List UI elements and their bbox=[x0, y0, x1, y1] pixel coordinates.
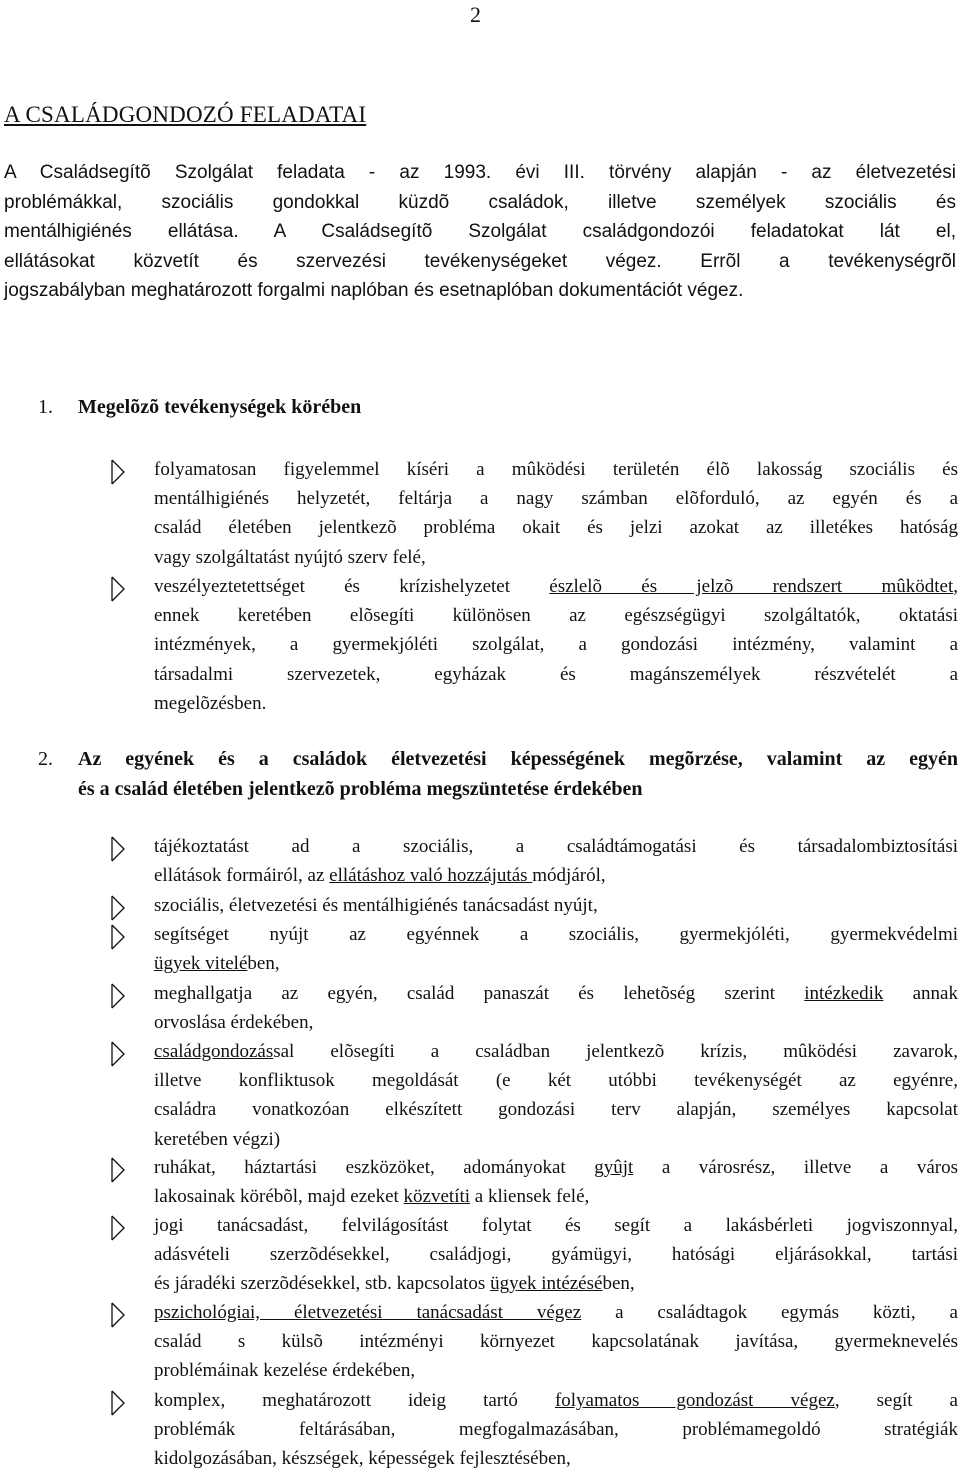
item-line: megelõzésben. bbox=[154, 692, 267, 714]
intro-line: A Családsegítõ Szolgálat feladata - az 1993. évi III. törvény alapján - az életvezetési bbox=[4, 162, 956, 183]
diamond-bullet-icon bbox=[108, 457, 128, 487]
diamond-bullet-icon bbox=[108, 1300, 128, 1330]
intro-line: jogszabályban meghatározott forgalmi naplóban és esetnaplóban dokumentációt végez. bbox=[4, 280, 744, 301]
section-title-line: Az egyének és a családok életvezetési képességének megõrzése, valamint az egyén bbox=[78, 748, 958, 770]
item-line: mentálhigiénés helyzetét, feltárja a nagy számban elõforduló, az egyén és a bbox=[154, 488, 958, 510]
underlined-phrase: közvetíti bbox=[403, 1186, 471, 1208]
item-line: és járadéki szerzõdésekkel, stb. kapcsolatos ügyek intézésében, bbox=[154, 1273, 635, 1295]
underlined-phrase: családgondozás bbox=[154, 1041, 274, 1062]
page-title: A CSALÁDGONDOZÓ FELADATAI bbox=[4, 102, 367, 127]
intro-line: mentálhigiénés ellátása. A Családsegítõ Szolgálat családgondozói feladatokat lát el, bbox=[4, 221, 956, 242]
diamond-bullet-icon bbox=[108, 1155, 128, 1185]
item-line: családra vonatkozóan elkészített gondozási terv alapján, személyes kapcsolat bbox=[154, 1099, 958, 1121]
item-line: vagy szolgáltatást nyújtó szerv felé, bbox=[154, 546, 426, 568]
underlined-phrase: gyûjt bbox=[594, 1157, 634, 1178]
underlined-phrase: ellátáshoz való hozzájutás bbox=[329, 865, 533, 887]
item-line: ügyek vitelében, bbox=[154, 953, 280, 975]
item-line: ruhákat, háztartási eszközöket, adományokat gyûjt a városrész, illetve a város bbox=[154, 1157, 959, 1178]
item-line: család s külsõ intézményi környezet kapcsolatának javítása, gyermeknevelés bbox=[154, 1331, 958, 1353]
item-line: veszélyeztetettséget és krízishelyzetet észlelõ és jelzõ rendszert mûködtet, bbox=[154, 576, 959, 597]
underlined-phrase: folyamatos gondozást végez bbox=[554, 1390, 835, 1411]
item-line: család életében jelentkezõ probléma okait és jelzi azokat az illetékes hatóság bbox=[154, 517, 958, 539]
diamond-bullet-icon bbox=[108, 1039, 128, 1069]
item-line: társadalmi szervezetek, egyházak és magánszemélyek részvételét a bbox=[154, 663, 958, 685]
diamond-bullet-icon bbox=[108, 922, 128, 952]
diamond-bullet-icon bbox=[108, 981, 128, 1011]
item-line: jogi tanácsadást, felvilágosítást folytat és segít a lakásbérleti jogviszonnyal, bbox=[154, 1215, 958, 1236]
item-line: keretében végzi) bbox=[154, 1128, 281, 1150]
page-number: 2 bbox=[470, 2, 481, 27]
intro-line: ellátásokat közvetít és szervezési tevékenységeket végez. Errõl a tevékenységrõl bbox=[4, 250, 956, 272]
item-line: ellátások formáiról, az ellátáshoz való hozzájutás módjáról, bbox=[154, 865, 606, 887]
item-line: pszichológiai, életvezetési tanácsadást végez a családtagok egymás közti, a bbox=[154, 1302, 958, 1323]
item-line: lakosainak körébõl, majd ezeket közvetíti a kliensek felé, bbox=[154, 1186, 590, 1208]
item-line: folyamatosan figyelemmel kíséri a mûködési területén élõ lakosság szociális és bbox=[154, 459, 958, 480]
underlined-phrase: pszichológiai, életvezetési tanácsadást végez bbox=[154, 1302, 582, 1323]
intro-line: problémákkal, szociális gondokkal küzdõ családok, illetve személyek szociális és bbox=[4, 191, 956, 213]
item-line: tájékoztatást ad a szociális, a családtámogatási és társadalombiztosítási bbox=[154, 836, 958, 857]
item-line: kidolgozásában, készségek, képességek fejlesztésében, bbox=[154, 1448, 571, 1470]
item-line: problémák feltárásában, megfogalmazásában, problémamegoldó stratégiák bbox=[154, 1419, 958, 1441]
item-line: orvoslása érdekében, bbox=[154, 1012, 314, 1034]
diamond-bullet-icon bbox=[108, 1213, 128, 1243]
section-1-heading bbox=[38, 396, 361, 419]
item-line: problémáinak kezelése érdekében, bbox=[154, 1360, 416, 1382]
underlined-phrase: ügyek intézésé bbox=[490, 1273, 603, 1295]
section-title: Megelõzõ tevékenységek körében bbox=[78, 396, 362, 418]
item-line: adásvételi szerzõdésekkel, családjogi, gyámügyi, hatósági eljárásokkal, tartási bbox=[154, 1244, 958, 1266]
intro-paragraph bbox=[4, 158, 956, 306]
section-number: 1. bbox=[38, 396, 53, 418]
diamond-bullet-icon bbox=[108, 893, 128, 923]
diamond-bullet-icon bbox=[108, 834, 128, 864]
item-line: ennek keretében elõsegíti különösen az egészségügyi szolgáltatók, oktatási bbox=[154, 605, 958, 627]
underlined-phrase: intézkedik bbox=[804, 983, 884, 1004]
item-line: komplex, meghatározott ideig tartó folyamatos gondozást végez, segít a bbox=[154, 1390, 958, 1411]
item-line: segítséget nyújt az egyénnek a szociális, gyermekjóléti, gyermekvédelmi bbox=[154, 924, 958, 945]
underlined-phrase: ügyek vitelé bbox=[154, 953, 248, 975]
section-title-line: és a család életében jelentkezõ probléma megszüntetése érdekében bbox=[78, 777, 643, 800]
diamond-bullet-icon bbox=[108, 574, 128, 604]
section-number: 2. bbox=[38, 748, 53, 770]
section-2-heading bbox=[38, 745, 958, 804]
item-line: családgondozással elõsegíti a családban jelentkezõ krízis, mûködési zavarok, bbox=[154, 1041, 958, 1062]
item-line: intézmények, a gyermekjóléti szolgálat, a gondozási intézmény, valamint a bbox=[154, 634, 958, 656]
item-line: szociális, életvezetési és mentálhigiénés tanácsadást nyújt, bbox=[154, 895, 598, 916]
item-line: illetve konfliktusok megoldását (e két utóbbi tevékenységét az egyénre, bbox=[154, 1070, 958, 1092]
diamond-bullet-icon bbox=[108, 1388, 128, 1418]
item-line: meghallgatja az egyén, család panaszát és lehetõség szerint intézkedik annak bbox=[154, 983, 958, 1004]
underlined-phrase: észlelõ és jelzõ rendszert mûködtet bbox=[549, 576, 954, 597]
